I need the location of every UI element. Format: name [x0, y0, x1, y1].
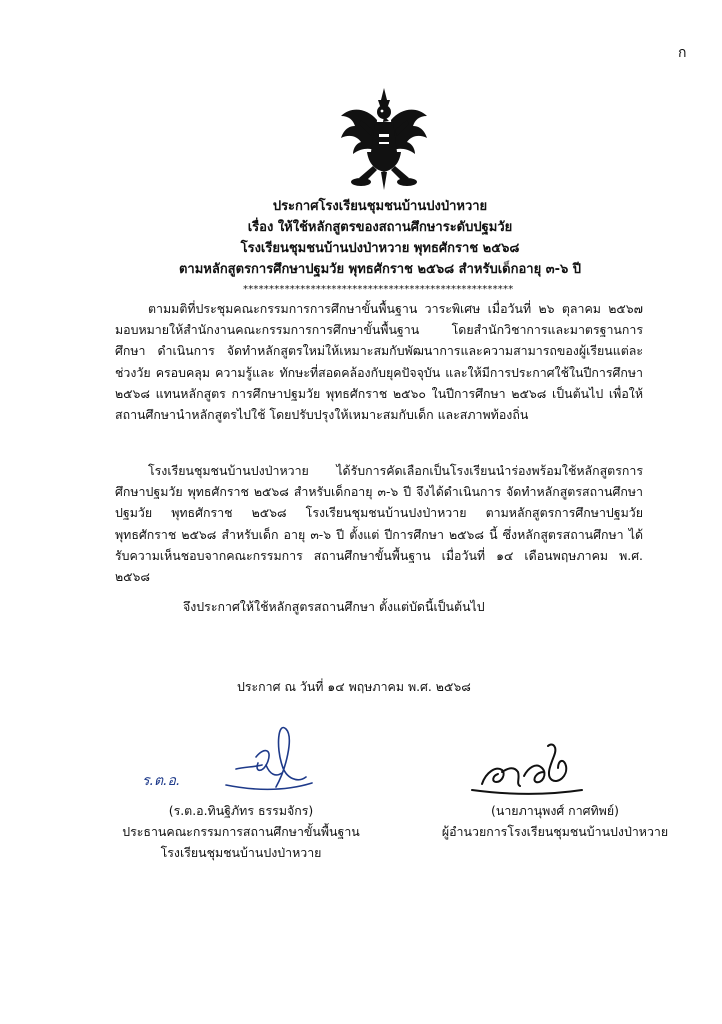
body-paragraph-1 [115, 298, 643, 425]
paragraph-2-text: โรงเรียนชุมชนบ้านปงป่าหวาย ได้รับการคัดเลือกเป็นโรงเรียนนำร่องพร้อมใช้หลักสูตรการศึกษาปฐมวัย พุทธศักราช ๒๕๖๘ สำหรับเด็กอายุ ๓-๖ ปี จึงได้ดำเนินการ จัดทำหลักสูตรสถานศึกษาปฐมวัย พุทธศักราช ๒๕๖๘ โรงเรียนชุมชนบ้านปงป่าหวาย ตามหลักสูตรการศึกษาปฐมวัยพุทธศักราช ๒๕๖๘ สำหรับเด็ก อายุ ๓-๖ ปี ตั้งแต่ ปีการศึกษา ๒๕๖๘ นี้ ซึ่งหลักสูตรสถานศึกษา ได้รับความเห็นชอบจากคณะกรรมการ สถานศึกษาขั้นพื้นฐาน เมื่อวันที่ ๑๔ เดือนพฤษภาคม พ.ศ. ๒๕๖๘ [115, 463, 643, 585]
heading-line-2: เรื่อง ให้ใช้หลักสูตรของสถานศึกษาระดับปฐมวัย [247, 220, 513, 235]
chairman-signature-icon [136, 717, 326, 807]
heading-separator: **************************************************** [243, 284, 514, 295]
paragraph-1-text: ตามมติที่ประชุมคณะกรรมการการศึกษาขั้นพื้นฐาน วาระพิเศษ เมื่อวันที่ ๒๖ ตุลาคม ๒๕๖๗ มอบหมายให้สำนักงานคณะกรรมการการศึกษาขั้นพื้นฐาน โดยสำนักวิชาการและมาตรฐานการศึกษา ดำเนินการ จัดทำหลักสูตรใหม่ให้เหมาะสมกับพัฒนาการและความสามารถของผู้เรียนแต่ละช่วงวัย ครอบคลุม ความรู้และ ทักษะที่สอดคล้องกับยุคปัจจุบัน และให้มีการประกาศใช้ในปีการศึกษา ๒๕๖๘ แทนหลักสูตร การศึกษาปฐมวัย พุทธศักราช ๒๕๖๐ ในปีการศึกษา ๒๕๖๘ เป็นต้นไป เพื่อให้สถานศึกษานำหลักสูตรไปใช้ โดยปรับปรุงให้เหมาะสมกับเด็ก และสภาพท้องถิ่น [115, 301, 643, 423]
chairman-signature-block [111, 800, 371, 863]
director-name: (นายภานุพงศ์ กาศทิพย์) [491, 803, 619, 818]
heading-line-4: ตามหลักสูตรการศึกษาปฐมวัย พุทธศักราช ๒๕๖๘ สำหรับเด็กอายุ ๓-๖ ปี [178, 262, 582, 277]
announcement-heading [120, 196, 640, 280]
body-paragraph-2 [115, 460, 643, 587]
chairman-name: (ร.ต.อ.ทินฐิภัทร ธรรมจักร) [168, 803, 314, 818]
chairman-organization: โรงเรียนชุมชนบ้านปงป่าหวาย [160, 845, 322, 860]
heading-line-1: ประกาศโรงเรียนชุมชนบ้านปงป่าหวาย [272, 199, 488, 214]
chairman-handwritten-rank: ร.ต.อ. [142, 773, 181, 789]
announcement-date: ประกาศ ณ วันที่ ๑๔ พฤษภาคม พ.ศ. ๒๕๖๘ [237, 679, 471, 694]
director-signature-icon [462, 726, 612, 806]
chairman-position: ประธานคณะกรรมการสถานศึกษาขั้นพื้นฐาน [122, 824, 360, 839]
page-number: ก [678, 45, 687, 61]
director-position: ผู้อำนวยการโรงเรียนชุมชนบ้านปงป่าหวาย [441, 824, 669, 839]
director-signature-block [420, 800, 690, 842]
garuda-emblem-icon [337, 86, 431, 192]
heading-line-3: โรงเรียนชุมชนบ้านปงป่าหวาย พุทธศักราช ๒๕๖๘ [240, 241, 520, 256]
body-paragraph-3: จึงประกาศให้ใช้หลักสูตรสถานศึกษา ตั้งแต่บัดนี้เป็นต้นไป [183, 599, 485, 614]
